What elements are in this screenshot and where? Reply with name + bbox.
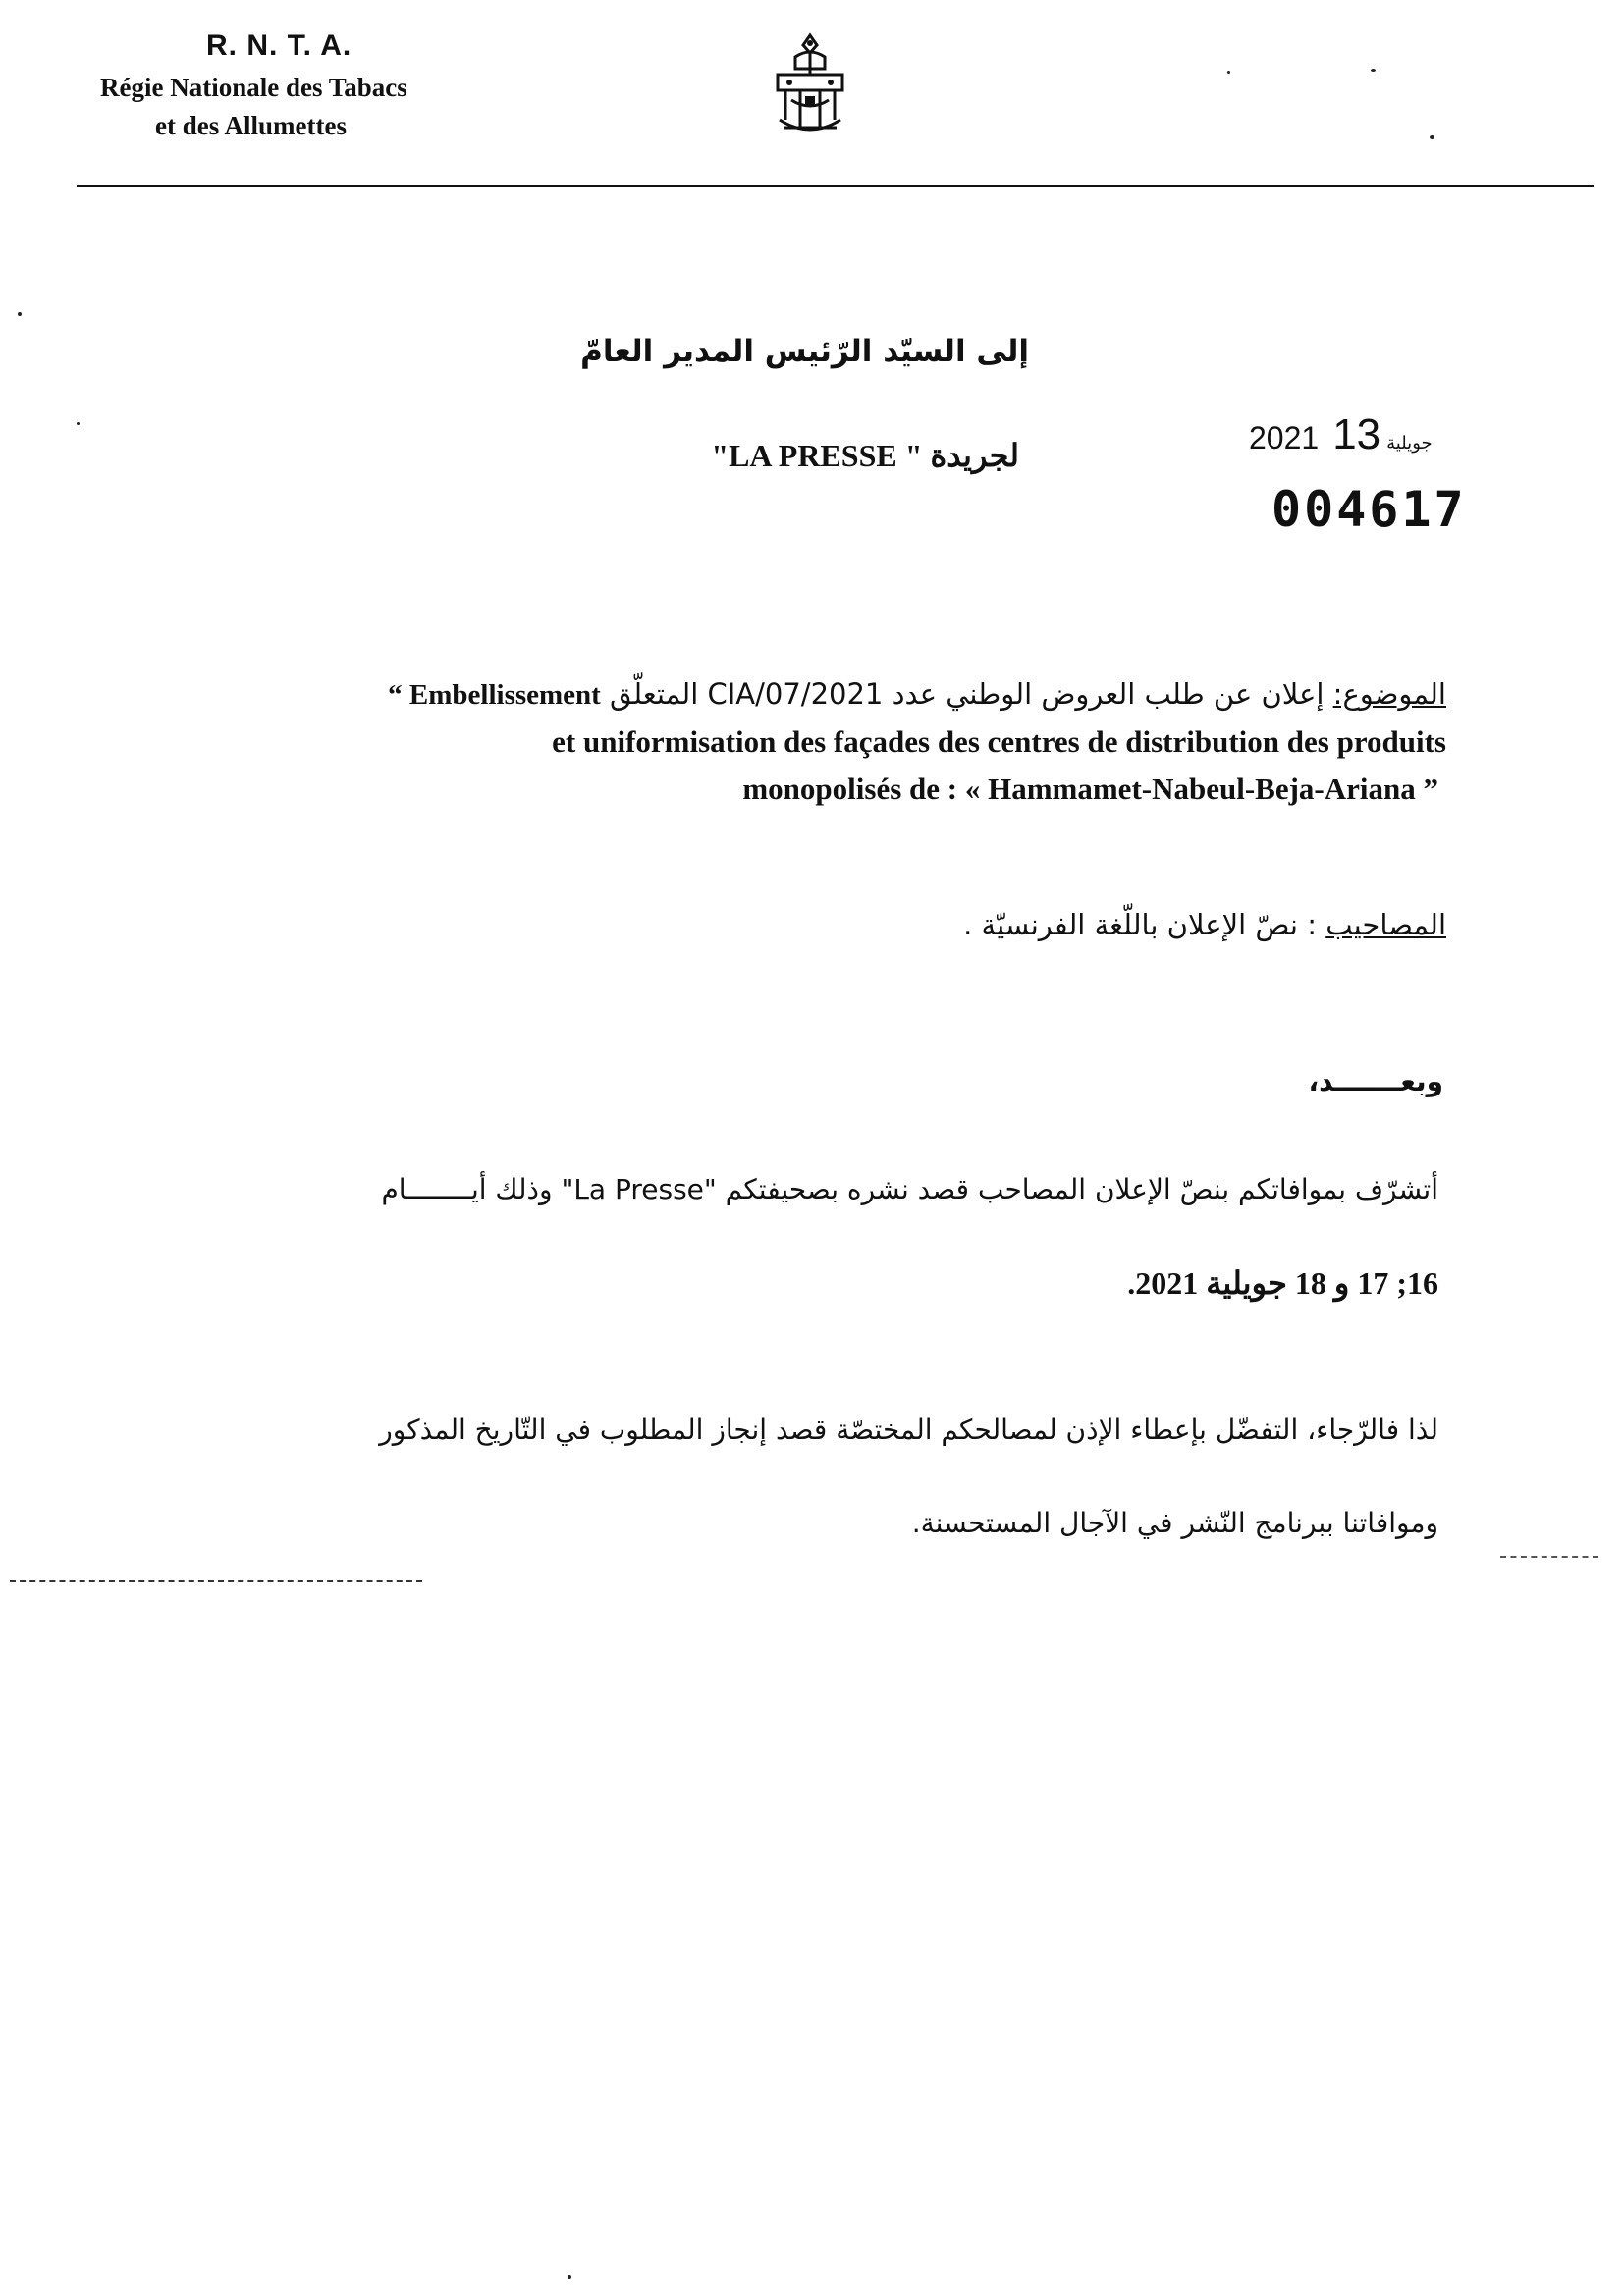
greeting: وبعـــــــد، [1308,1065,1443,1097]
attachment-line [963,908,1446,941]
organization-acronym: R. N. T. A. [206,29,352,62]
attachment-text: : نصّ الإعلان باللّغة الفرنسيّة . [963,908,1326,941]
subject-text-arabic: إعلان عن طلب العروض الوطني عدد 2021/CIA/07 المتعلّق [600,677,1333,711]
scan-speck [1430,135,1434,139]
organization-name-line-1: Régie Nationale des Tabacs [100,73,407,102]
header-divider [77,185,1594,187]
subject-line-3: monopolisés de : « Hammamet-Nabeul-Beja-Ariana ” [742,772,1438,806]
letter-date [1249,410,1438,459]
reference-number: 004617 [1271,481,1467,538]
attachment-label: المصاحيب [1325,908,1446,941]
body-paragraph-1: أتشرّف بموافاتكم بنصّ الإعلان المصاحب قصد نشره بصحيفتكم "La Presse" وذلك أيــــــــام [381,1173,1438,1205]
scan-line-left [10,1580,422,1582]
date-year: 2021 [1249,420,1320,455]
body-paragraph-3: وموافاتنا ببرنامج النّشر في الآجال المستحسنة. [911,1507,1438,1539]
scan-line-right [1500,1556,1598,1558]
addressee-newspaper: لجريدة " LA PRESSE" [711,438,1019,473]
subject-label: الموضوع: [1332,677,1446,711]
subject-line-1 [388,677,1446,712]
subject-text-french: “ Embellissement [388,679,601,711]
subject-line-2: et uniformisation des façades des centres de distribution des produits [552,724,1446,759]
organization-logo [756,29,864,147]
scan-speck [1371,69,1376,72]
scan-speck [1227,71,1230,74]
date-month: جويلية [1386,433,1433,453]
addressee-title: إلى السيّد الرّئيس المدير العامّ [580,334,1029,369]
body-paragraph-2: لذا فالرّجاء، التفضّل بإعطاء الإذن لمصالحكم المختصّة قصد إنجاز المطلوب في التّاريخ المذكور [379,1414,1438,1446]
scan-speck [568,2275,571,2279]
date-day: 13 [1332,410,1381,458]
scan-speck [77,422,80,425]
publication-dates: 16; 17 و 18 جويلية 2021. [1127,1265,1438,1301]
scan-speck [18,312,22,316]
organization-name-line-2: et des Allumettes [155,111,347,140]
